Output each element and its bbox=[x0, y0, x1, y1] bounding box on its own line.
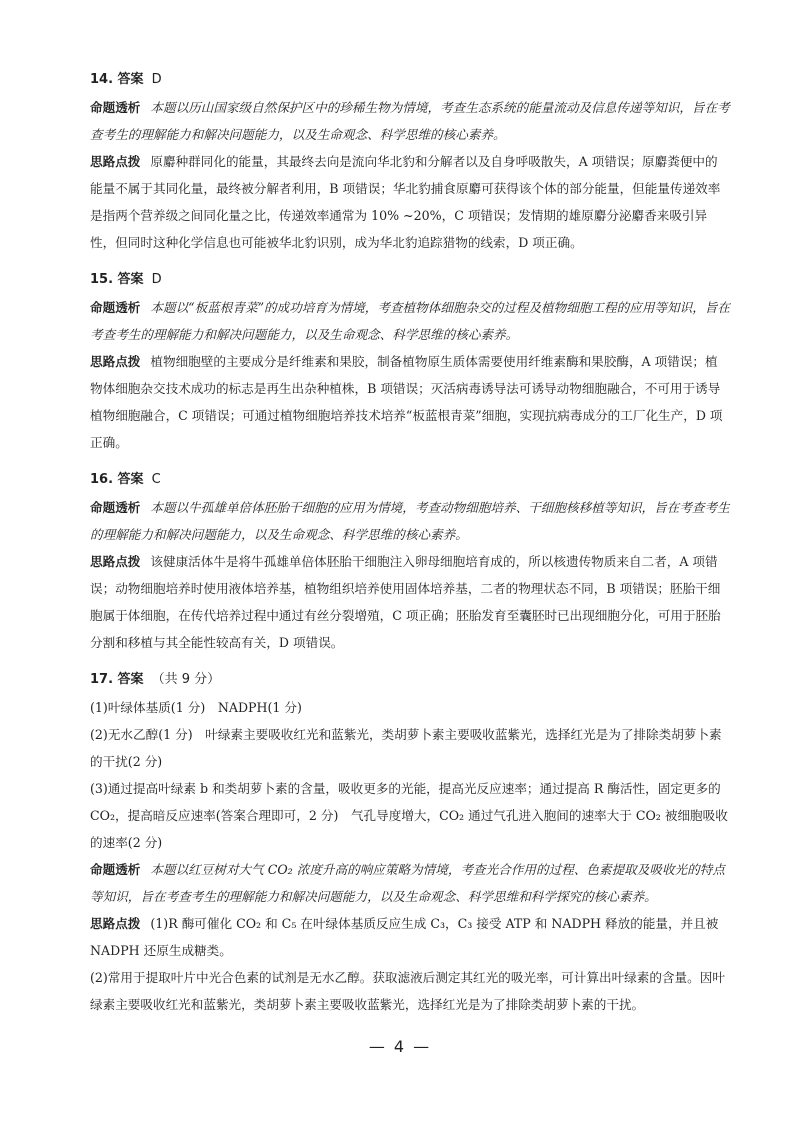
solution-hint-text: 植物细胞壁的主要成分是纤维素和果胶，制备植物原生质体需要使用纤维素酶和果胶酶，A 项错误；植物体细胞杂交技术成功的标志是再生出杂种植株，B 项错误；灭活病毒诱导法可诱导动物细胞融合，不可用于诱导植物细胞融合，C 项错误；可通过植物细胞培养技术培养“板蓝根青菜”细胞，实现抗病毒成分的工厂化生产，D 项正确。 bbox=[90, 354, 723, 450]
design-analysis-label: 命题透析 bbox=[90, 500, 141, 515]
answer-part-3: (3)通过提高叶绿素 b 和类胡萝卜素的含量，吸收更多的光能，提高光反应速率；通过提高 R 酶活性，固定更多的 CO₂，提高暗反应速率(答案合理即可，2 分) 气孔导度增大，CO₂ 通过气孔进入胞间的速率大于 CO₂ 被细胞吸收的速率(2 分) bbox=[90, 781, 728, 850]
design-analysis bbox=[90, 294, 730, 348]
design-analysis-text: 本题以历山国家级自然保护区中的珍稀生物为情境，考查生态系统的能量流动及信息传递等知识，旨在考查考生的理解能力和解决问题能力，以及生命观念、科学思维的核心素养。 bbox=[90, 100, 730, 142]
design-analysis-text: 本题以红豆树对大气 CO₂ 浓度升高的响应策略为情境，考查光合作用的过程、色素提取及吸收光的特点等知识，旨在考查考生的理解能力和解决问题能力，以及生命观念、科学思维和科学探究的核心素养。 bbox=[90, 862, 725, 904]
solution-hint-label: 思路点拨 bbox=[90, 154, 141, 169]
answer-label: 16. 答案 bbox=[90, 472, 144, 487]
question-14 bbox=[90, 66, 730, 256]
design-analysis bbox=[90, 856, 730, 910]
answer-label: 15. 答案 bbox=[90, 272, 144, 287]
answer-heading bbox=[90, 666, 730, 694]
design-analysis bbox=[90, 494, 730, 548]
solution-hint-label: 思路点拨 bbox=[90, 916, 141, 931]
answer-value: D bbox=[151, 272, 162, 287]
solution-hint-text: 原麝种群同化的能量，其最终去向是流向华北豹和分解者以及自身呼吸散失，A 项错误；原麝粪便中的能量不属于其同化量，最终被分解者利用，B 项错误；华北豹捕食原麝可获得该个体的部分能量，但能量传递效率是指两个营养级之间同化量之比，传递效率通常为 10% ~20%，C 项错误；发情期的雄原麝分泌麝香来吸引异性，但同时这种化学信息也可能被华北豹识别，成为华北豹追踪猎物的线索，D 项正确。 bbox=[90, 154, 721, 250]
page-content bbox=[90, 66, 730, 1028]
page-number: — 4 — bbox=[368, 1037, 432, 1056]
solution-hint bbox=[90, 148, 730, 256]
answer-part-1: (1)叶绿体基质(1 分) NADPH(1 分) bbox=[90, 700, 302, 715]
design-analysis-label: 命题透析 bbox=[90, 100, 141, 115]
answer-value: C bbox=[151, 472, 161, 487]
design-analysis-label: 命题透析 bbox=[90, 300, 141, 315]
question-17 bbox=[90, 666, 730, 1018]
answer-score: （共 9 分） bbox=[151, 672, 221, 687]
solution-hint-text: (1)R 酶可催化 CO₂ 和 C₅ 在叶绿体基质反应生成 C₃，C₃ 接受 ATP 和 NADPH 释放的能量，并且被 NADPH 还原生成糖类。 bbox=[90, 916, 719, 958]
solution-hint-label: 思路点拨 bbox=[90, 354, 141, 369]
solution-hint-text: 该健康活体牛是将牛孤雄单倍体胚胎干细胞注入卵母细胞培育成的，所以核遗传物质来自二者，A 项错误；动物细胞培养时使用液体培养基，植物组织培养使用固体培养基，二者的物理状态不同，B 项错误；胚胎干细胞属于体细胞，在传代培养过程中通过有丝分裂增殖，C 项正确；胚胎发育至囊胚时已出现细胞分化，可用于胚胎分割和移植与其全能性较高有关，D 项错误。 bbox=[90, 554, 721, 650]
question-16 bbox=[90, 466, 730, 656]
design-analysis-label: 命题透析 bbox=[90, 862, 141, 877]
answer-heading bbox=[90, 66, 730, 94]
answer-label: 17. 答案 bbox=[90, 672, 144, 687]
answer-heading bbox=[90, 466, 730, 494]
solution-hint-label: 思路点拨 bbox=[90, 554, 141, 569]
solution-hint bbox=[90, 348, 730, 456]
design-analysis-text: 本题以“板蓝根青菜”的成功培育为情境，考查植物体细胞杂交的过程及植物细胞工程的应用等知识，旨在考查考生的理解能力和解决问题能力，以及生命观念、科学思维的核心素养。 bbox=[90, 300, 730, 342]
answer-heading bbox=[90, 266, 730, 294]
answer-value: D bbox=[151, 72, 162, 87]
solution-hint bbox=[90, 548, 730, 656]
solution-hint-part-2: (2)常用于提取叶片中光合色素的试剂是无水乙醇。获取滤液后测定其红光的吸光率，可计算出叶绿素的含量。因叶绿素主要吸收红光和蓝紫光，类胡萝卜素主要吸收蓝紫光，选择红光是为了排除类胡萝卜素的干扰。 bbox=[90, 970, 725, 1012]
question-15 bbox=[90, 266, 730, 456]
answer-label: 14. 答案 bbox=[90, 72, 144, 87]
design-analysis bbox=[90, 94, 730, 148]
design-analysis-text: 本题以牛孤雄单倍体胚胎干细胞的应用为情境，考查动物细胞培养、干细胞核移植等知识，旨在考查考生的理解能力和解决问题能力，以及生命观念、科学思维的核心素养。 bbox=[90, 500, 730, 542]
answer-part-2: (2)无水乙醇(1 分) 叶绿素主要吸收红光和蓝紫光，类胡萝卜素主要吸收蓝紫光，选择红光是为了排除类胡萝卜素的干扰(2 分) bbox=[90, 727, 722, 769]
solution-hint bbox=[90, 910, 730, 964]
